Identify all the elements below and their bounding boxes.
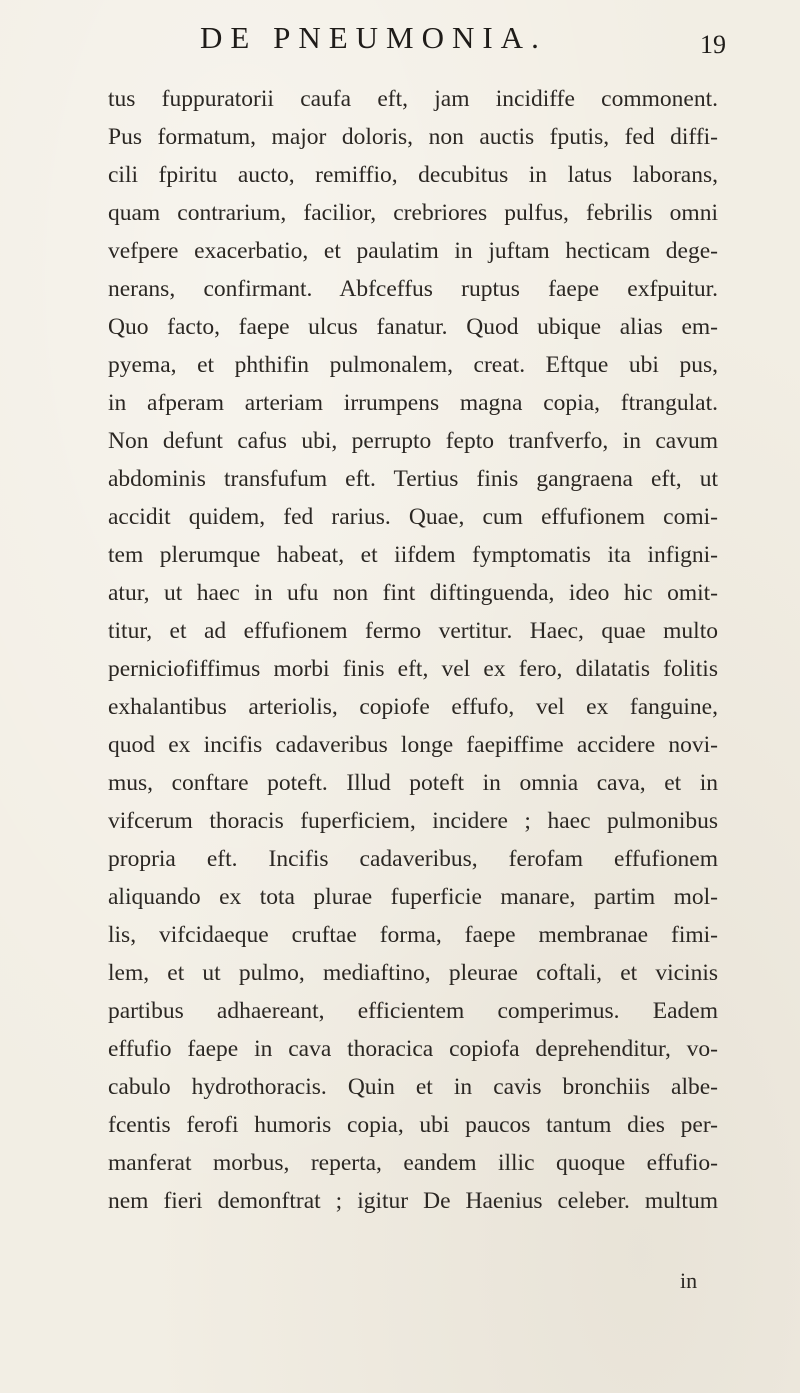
text-line: nem fieri demonftrat ; igitur De Haenius celeber. multum (108, 1188, 718, 1214)
text-line: lem, et ut pulmo, mediaftino, pleurae coftali, et vicinis (108, 960, 718, 986)
text-line: in afperam arteriam irrumpens magna copia, ftrangulat. (108, 390, 718, 416)
catchword: in (680, 1268, 698, 1293)
text-line: Non defunt cafus ubi, perrupto fepto tranfverfo, in cavum (108, 428, 718, 454)
text-line: vifcerum thoracis fuperficiem, incidere ; haec pulmonibus (108, 808, 718, 834)
text-line: pyema, et phthifin pulmonalem, creat. Eftque ubi pus, (108, 352, 718, 378)
text-line: lis, vifcidaeque cruftae forma, faepe membranae fimi- (108, 922, 718, 948)
text-line: quam contrarium, facilior, crebriores pulfus, febrilis omni (108, 200, 718, 226)
text-line: tem plerumque habeat, et iifdem fymptomatis ita infigni- (108, 542, 718, 568)
text-line: propria eft. Incifis cadaveribus, ferofam effufionem (108, 846, 718, 872)
text-line: manferat morbus, reperta, eandem illic quoque effufio- (108, 1150, 718, 1176)
text-line: Pus formatum, major doloris, non auctis fputis, fed diffi- (108, 124, 718, 150)
text-line: cili fpiritu aucto, remiffio, decubitus in latus laborans, (108, 162, 718, 188)
text-line: quod ex incifis cadaveribus longe faepiffime accidere novi- (108, 732, 718, 758)
text-line: exhalantibus arteriolis, copiofe effufo, vel ex fanguine, (108, 694, 718, 720)
text-line: vefpere exacerbatio, et paulatim in juftam hecticam dege- (108, 238, 718, 264)
page-number: 19 (700, 30, 726, 59)
text-line: mus, conftare poteft. Illud poteft in omnia cava, et in (108, 770, 718, 796)
text-line: tus fuppuratorii caufa eft, jam incidiffe commonent. (108, 86, 718, 112)
text-line: aliquando ex tota plurae fuperficie manare, partim mol- (108, 884, 718, 910)
text-line: Quo facto, faepe ulcus fanatur. Quod ubique alias em- (108, 314, 718, 340)
running-head: DE PNEUMONIA. (200, 20, 547, 55)
text-line: fcentis ferofi humoris copia, ubi paucos tantum dies per- (108, 1112, 718, 1138)
text-line: abdominis transfufum eft. Tertius finis gangraena eft, ut (108, 466, 718, 492)
text-line: cabulo hydrothoracis. Quin et in cavis bronchiis albe- (108, 1074, 718, 1100)
text-line: titur, et ad effufionem fermo vertitur. Haec, quae multo (108, 618, 718, 644)
text-line: effufio faepe in cava thoracica copiofa deprehenditur, vo- (108, 1036, 718, 1062)
text-line: nerans, confirmant. Abfceffus ruptus faepe exfpuitur. (108, 276, 718, 302)
text-line: accidit quidem, fed rarius. Quae, cum effufionem comi- (108, 504, 718, 530)
text-line: atur, ut haec in ufu non fint diftinguenda, ideo hic omit- (108, 580, 718, 606)
body-text (108, 80, 718, 1220)
text-line: perniciofiffimus morbi finis eft, vel ex fero, dilatatis folitis (108, 656, 718, 682)
text-line: partibus adhaereant, efficientem comperimus. Eadem (108, 998, 718, 1024)
